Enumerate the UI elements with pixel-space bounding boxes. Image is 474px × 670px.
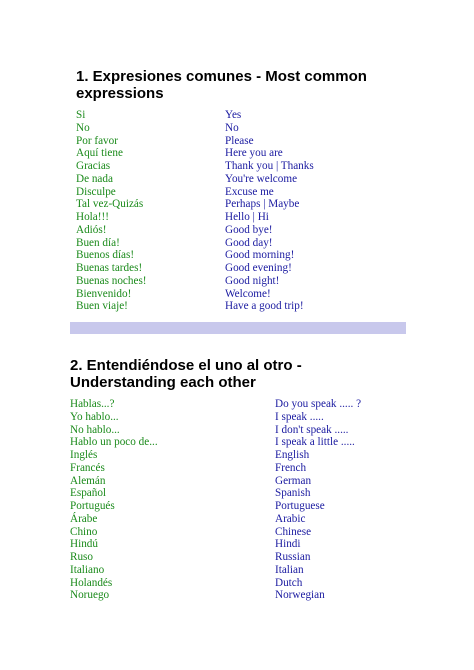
english-phrase: Please [225, 134, 254, 147]
spanish-phrase: Español [70, 487, 107, 500]
spanish-phrase: Francés [70, 461, 105, 474]
english-phrase: Have a good trip! [225, 300, 304, 313]
spanish-phrase: Ruso [70, 551, 94, 563]
section-2-title: 2. Entendiéndose el uno al otro - Understanding each other [70, 357, 302, 391]
english-phrase: Perhaps | Maybe [225, 198, 300, 211]
english-phrase: Dutch [275, 576, 303, 589]
spanish-phrase: Hola!!! [76, 211, 109, 223]
english-phrase: Portuguese [275, 500, 325, 512]
spanish-phrase: Buen viaje! [76, 300, 128, 313]
spanish-phrase: Hablas...? [70, 398, 115, 410]
spanish-phrase: Disculpe [76, 185, 116, 198]
english-phrase: German [275, 474, 312, 487]
english-phrase: I speak a little ..... [275, 436, 355, 449]
spanish-phrase: Si [76, 109, 86, 121]
spanish-phrase: Italiano [70, 563, 105, 576]
section-1-title: 1. Expresiones comunes - Most common expressions [76, 68, 367, 102]
english-phrase: Good day! [225, 236, 273, 249]
spanish-phrase: Buenas noches! [76, 274, 147, 287]
spanish-phrase: Alemán [70, 474, 106, 487]
english-phrase: Arabic [275, 512, 306, 525]
english-phrase: English [275, 449, 310, 461]
spanish-phrase: Adiós! [76, 223, 107, 236]
section-2-spanish-list [70, 398, 158, 602]
english-phrase: Chinese [275, 525, 312, 538]
spanish-phrase: Por favor [76, 134, 118, 147]
section-1-english-list [225, 109, 314, 313]
english-phrase: You're welcome [225, 172, 298, 185]
english-phrase: Norwegian [275, 589, 325, 602]
spanish-phrase: No [76, 121, 90, 134]
english-phrase: Thank you | Thanks [225, 160, 314, 172]
spanish-phrase: Noruego [70, 589, 110, 602]
english-phrase: Spanish [275, 487, 311, 500]
english-phrase: Excuse me [225, 185, 274, 198]
spanish-phrase: Yo hablo... [70, 410, 119, 423]
section-2-english-list [275, 398, 361, 602]
spanish-phrase: Tal vez-Quizás [76, 198, 144, 211]
spanish-phrase: Chino [70, 525, 98, 538]
spanish-phrase: Hindú [70, 538, 98, 551]
english-phrase: I speak ..... [275, 410, 324, 423]
english-phrase: Good evening! [225, 262, 292, 274]
spanish-phrase: No hablo... [70, 423, 120, 436]
spanish-phrase: Árabe [70, 512, 98, 525]
english-phrase: Good morning! [225, 249, 295, 262]
english-phrase: Here you are [225, 147, 283, 160]
spanish-phrase: Buen día! [76, 236, 120, 249]
spanish-phrase: Buenos días! [76, 249, 135, 262]
english-phrase: Yes [225, 109, 242, 121]
spanish-phrase: De nada [76, 172, 113, 185]
spanish-phrase: Buenas tardes! [76, 262, 143, 274]
spanish-phrase: Inglés [70, 449, 98, 461]
spanish-phrase: Gracias [76, 160, 111, 172]
english-phrase: Italian [275, 563, 304, 576]
english-phrase: No [225, 121, 239, 134]
spanish-phrase: Holandés [70, 576, 113, 589]
english-phrase: I don't speak ..... [275, 423, 349, 436]
english-phrase: French [275, 461, 307, 474]
section-1-spanish-list [76, 109, 147, 313]
spanish-phrase: Hablo un poco de... [70, 436, 158, 449]
spanish-phrase: Bienvenido! [76, 287, 132, 300]
english-phrase: Good night! [225, 274, 280, 287]
english-phrase: Do you speak ..... ? [275, 398, 362, 410]
english-phrase: Good bye! [225, 223, 273, 236]
spanish-phrase: Aquí tiene [76, 147, 123, 160]
english-phrase: Russian [275, 551, 311, 563]
english-phrase: Welcome! [225, 287, 271, 300]
spanish-phrase: Portugués [70, 500, 115, 512]
english-phrase: Hindi [275, 538, 301, 551]
english-phrase: Hello | Hi [225, 211, 269, 223]
divider-band [70, 322, 406, 334]
